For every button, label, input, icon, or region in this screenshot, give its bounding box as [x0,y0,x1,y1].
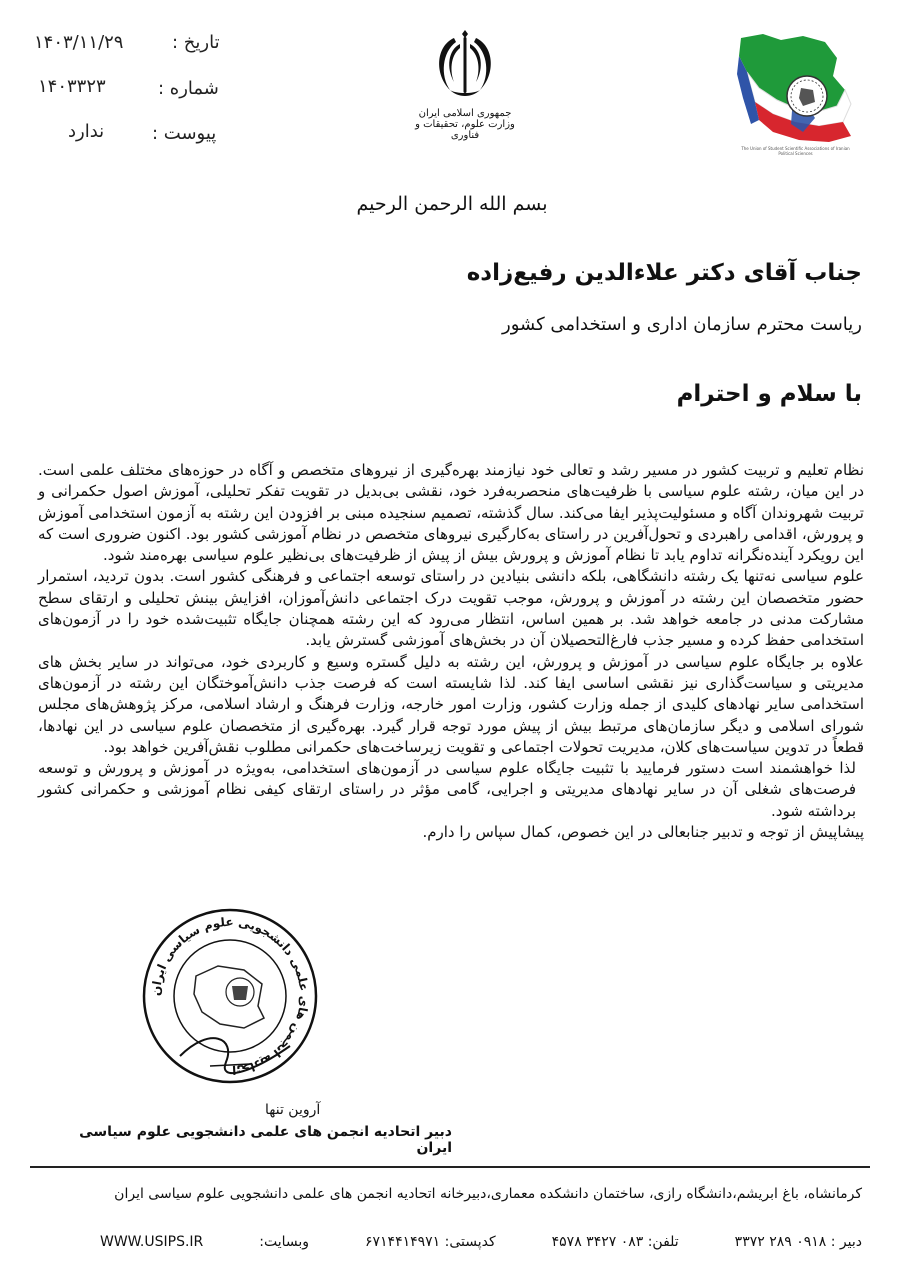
signer-title: دبیر اتحادیه انجمن های علمی دانشجویی علوم سیاسی ایران [79,1124,452,1156]
postal-code: کدپستی: ۶۷۱۴۴۱۴۹۷۱ [365,1234,496,1250]
paragraph: پیشاپیش از توجه و تدبیر جنابعالی در این خصوص، کمال سپاس را دارم. [422,823,864,842]
secretary-phone: دبیر : ۰۹۱۸ ۲۸۹ ۳۳۷۲ [734,1234,862,1250]
website-link[interactable]: WWW.USIPS.IR [100,1234,204,1250]
paragraph: علاوه بر جایگاه علوم سیاسی در آموزش و پرورش، این رشته به دلیل گستره وسیع و کاربردی خود، می‌تواند در سایر بخش های مدیریتی و سیاست‌گذاری نیز نقشی اساسی ایفا کند. لذا شایسته است که فرصت جذب دانش‌آموختگان این رشته در آزمون‌های استخدامی سایر نهادهای کلیدی از جمله وزارت کشور، وزارت امور خارجه، وزارت فرهنگ و ارشاد اسلامی، مرکز پژوهش‌های مجلس شورای اسلامی و دیگر سازمان‌های مرتبط بیش از پیش مورد توجه قرار گیرد. بهره‌گیری از متخصصان علوم سیاسی در این نهادها، قطعاً در تدوین سیاست‌های کلان، مدیریت تحولات اجتماعی و تقویت زیرساخت‌های حکمرانی مطلوب نقش‌آفرین خواهد بود. [38,652,864,756]
date-value: ۱۴۰۳/۱۱/۲۹ [34,32,124,53]
org-logo-caption: The Union of Student Scientific Associations of Iranian Political Sciences [741,146,850,156]
attachment-label: پیوست : [152,123,217,144]
iran-map-logo-icon [733,28,858,146]
attachment-value: ندارد [68,121,105,142]
seal-text: اتحادیه انجمن های علمی دانشجویی علوم سیاسی ایران [148,914,312,1077]
footer-contacts [100,1230,862,1254]
seal-icon [140,906,320,1086]
bismillah: بسم الله الرحمن الرحیم [356,193,548,215]
paragraph: لذا خواهشمند است دستور فرمایید با تثبیت جایگاه علوم سیاسی در آزمون‌های استخدامی، به‌ویژه در آموزش و پرورش و توسعه فرصت‌های شغلی آن در سایر نهادهای مدیریتی و اجرایی، گامی مؤثر در راستای ارتقای کیفی نظام آموزشی و حکمرانی کشور برداشته شود. [38,759,856,820]
national-emblem [405,24,525,144]
date-label: تاریخ : [172,32,220,53]
footer-address: کرمانشاه، باغ ابریشم،دانشگاه رازی، ساختمان دانشکده معماری،دبیرخانه اتحادیه انجمن های علمی دانشجویی علوم سیاسی ایران [114,1186,862,1202]
seal-stamp [140,906,320,1086]
paragraph: نظام تعلیم و تربیت کشور در مسیر رشد و تعالی خود نیازمند بهره‌گیری از نیروهای متخصص و آگاه در حوزه‌های مختلف علمی است. در این میان، رشته علوم سیاسی با ظرفیت‌های منحصربه‌فرد خود، نقشی بی‌بدیل در تقویت تفکر تحلیلی، آموزش اصول حکمرانی و تربیت شهروندان آگاه و مسئولیت‌پذیر ایفا می‌کند. سال گذشته، تصمیم سنجیده مبنی بر افزودن این رشته به آزمون استخدامی آموزش و پرورش، اقدامی راهبردی و تحول‌آفرین در راستای به‌کارگیری نیروهای متخصص در نظام آموزشی کشور بود. اکنون ضروری است که این رویکرد آینده‌نگرانه تداوم یابد تا نظام آموزش و پرورش بیش از پیش از ظرفیت‌های بی‌نظیر علوم سیاسی بهره‌مند شود. [38,461,864,565]
number-label: شماره : [158,78,219,99]
office-phone: تلفن: ۰۸۳ ۳۴۲۷ ۴۵۷۸ [551,1234,679,1250]
number-value: ۱۴۰۳۳۲۳ [38,76,106,97]
website-label: وبسایت: [259,1234,310,1250]
emblem-line1: جمهوری اسلامی ایران [418,108,512,119]
addressee-name: جناب آقای دکتر علاءالدین رفیع‌زاده [466,260,862,286]
greeting: با سلام و احترام [676,381,862,407]
addressee-title: ریاست محترم سازمان اداری و استخدامی کشور [502,314,862,335]
emblem-line2: وزارت علوم، تحقیقات و فناوری [415,119,515,141]
org-logo [733,28,858,158]
signer-name: آروین تنها [265,1102,321,1118]
footer-divider [30,1166,870,1168]
letter-body [38,460,864,843]
emblem-icon [430,24,500,104]
paragraph: علوم سیاسی نه‌تنها یک رشته دانشگاهی، بلکه دانشی بنیادین در راستای توسعه اجتماعی و فرهنگی کشور است. بدون تردید، استمرار حضور متخصصان این رشته در آموزش و پرورش، موجب تقویت درک اجتماعی دانش‌آموزان، افزایش بینش تحلیلی و ارتقای سطح مشارکت مدنی در جامعه خواهد شد. بر همین اساس، انتظار می‌رود که این رشته همچنان جایگاه تثبیت‌شده خود را در آزمون‌های استخدامی حفظ کرده و مسیر جذب فارغ‌التحصیلان آن در بخش‌های آموزشی گسترش یابد. [38,567,864,650]
